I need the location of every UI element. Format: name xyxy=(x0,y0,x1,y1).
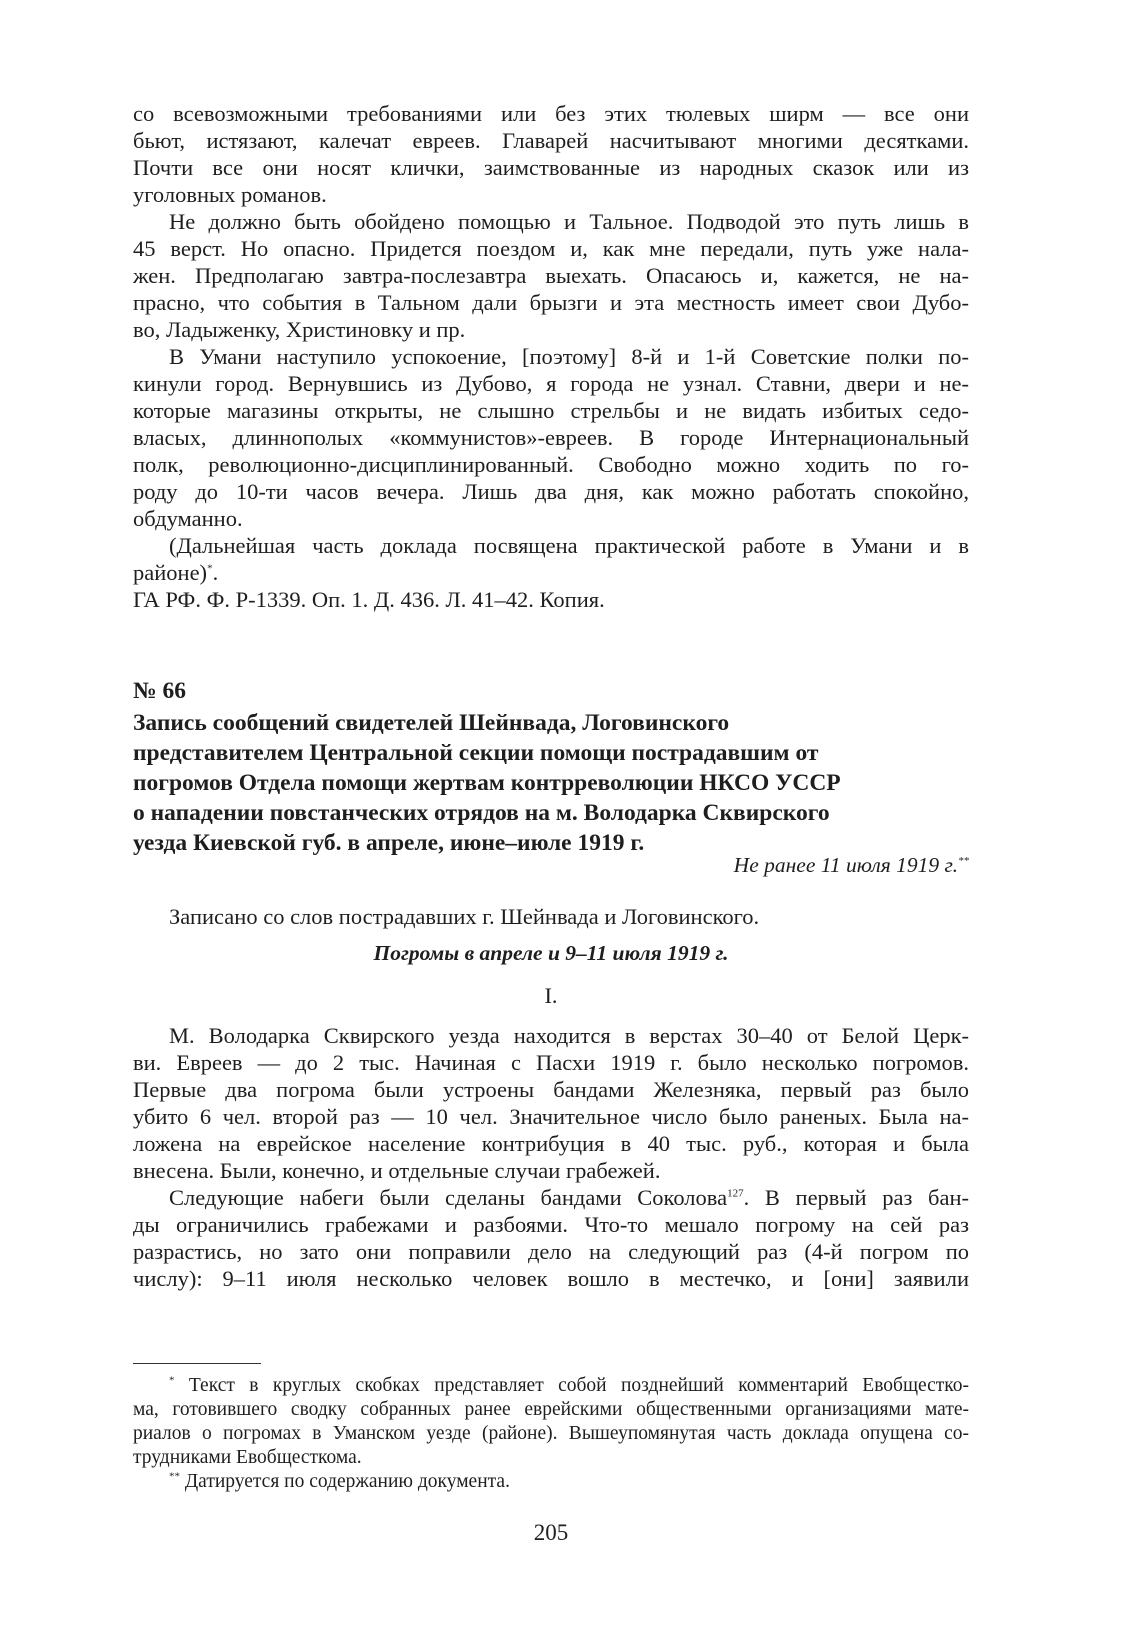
text-line: Первые два погрома были устроены бандами Железняка, первый раз было xyxy=(133,1077,969,1102)
title-line: представителем Центральной секции помощи пострадавшим от xyxy=(133,740,819,766)
text-line: обдуманно. xyxy=(133,506,243,531)
title-line: о нападении повстанческих отрядов на м. Володарка Сквирского xyxy=(133,800,830,826)
paragraph xyxy=(133,100,969,208)
text-line: Не должно быть обойдено помощью и Тальное. Подводой это путь лишь в xyxy=(169,209,969,234)
paragraph xyxy=(133,343,969,532)
text-line: (Дальнейшая часть доклада посвящена практической работе в Умани и в xyxy=(169,533,969,558)
footnote xyxy=(133,1470,969,1494)
text-line: числу): 9–11 июля несколько человек вошло в местечко, и [они] заявили xyxy=(133,1266,969,1291)
text-line: ви. Евреев — до 2 тыс. Начиная с Пасхи 1919 г. было несколько погромов. xyxy=(133,1050,969,1075)
text-line: Почти все они носят клички, заимствованные из народных сказок или из xyxy=(133,155,969,180)
dateline-text: Не ранее 11 июля 1919 г. xyxy=(733,853,958,877)
text-line: полк, революционно-дисциплинированный. Свободно можно ходить по го- xyxy=(133,452,969,477)
paragraph xyxy=(133,208,969,343)
text-line: прасно, что события в Тальном дали брызги и эта местность имеет свои Дубо- xyxy=(133,290,969,315)
text-fragment: Следующие набеги были сделаны бандами Соколова xyxy=(169,1185,728,1210)
text-line: трудниками Евобщесткома. xyxy=(133,1447,362,1468)
text-line: власых, длиннополых «коммунистов»-евреев. В городе Интернациональный xyxy=(133,425,969,450)
text-line: М. Володарка Сквирского уезда находится в верстах 30–40 от Белой Церк- xyxy=(169,1023,969,1048)
text-line: ды ограничились грабежами и разбоями. Что-то мешало погрому на сей раз xyxy=(133,1212,969,1237)
text-line: риалов о погромах в Уманском уезде (районе). Вышеупомянутая часть доклада опущена со- xyxy=(133,1423,969,1444)
footnote xyxy=(133,1374,969,1470)
text-line xyxy=(133,1470,969,1494)
text-line: ма, готовившего сводку собранных ранее еврейскими общественными организациями мате- xyxy=(133,1399,969,1420)
text-line xyxy=(133,559,969,586)
document-body xyxy=(133,1022,969,1292)
text-line: разрастись, но зато они поправили дело на следующий раз (4-й погром по xyxy=(133,1239,969,1264)
text-line: ложена на еврейское население контрибуция в 40 тыс. руб., которая и была xyxy=(133,1131,969,1156)
title-line: уезда Киевской губ. в апреле, июне–июле 1919 г. xyxy=(133,830,645,856)
text-line: во, Ладыженку, Христиновку и пр. xyxy=(133,317,466,342)
text-fragment: районе) xyxy=(133,560,208,585)
document-number: № 66 xyxy=(133,678,186,704)
text-line: которые магазины открыты, не слышно стрельбы и не видать избитых седо- xyxy=(133,398,969,423)
text-line: кинули город. Вернувшись из Дубово, я города не узнал. Ставни, двери и не- xyxy=(133,371,969,396)
text-line xyxy=(133,1184,969,1211)
prev-document-text xyxy=(133,100,969,586)
section-number: I. xyxy=(544,983,558,1008)
text-fragment: Текст в круглых скобках представляет собой позднейший комментарий Евобщестко- xyxy=(188,1375,969,1396)
text-fragment: . xyxy=(212,560,219,585)
title-line: погромов Отдела помощи жертвам контрреволюции НКСО УССР xyxy=(133,770,841,796)
footnote-marker: ** xyxy=(169,1470,180,1483)
text-line: со всевозможными требованиями или без этих тюлевых ширм — все они xyxy=(133,101,969,126)
text-line: убито 6 чел. второй раз — 10 чел. Значительное число было раненых. Была на- xyxy=(133,1104,969,1129)
text-line: 45 верст. Но опасно. Придется поездом и, как мне передали, путь уже нала- xyxy=(133,236,969,261)
text-line: роду до 10-ти часов вечера. Лишь два дня, как можно работать спокойно, xyxy=(133,479,969,504)
text-line: жен. Предполагаю завтра-послезавтра выехать. Опасаюсь и, кажется, не на- xyxy=(133,263,969,288)
dateline xyxy=(133,852,969,879)
page-number: 205 xyxy=(533,1520,569,1545)
footnotes xyxy=(133,1374,969,1494)
text-line: уголовных романов. xyxy=(133,182,327,207)
text-line xyxy=(133,1374,969,1398)
document-title xyxy=(133,708,969,858)
recorded-from-note: Записано со слов пострадавших г. Шейнвада и Логовинского. xyxy=(169,904,760,929)
text-fragment: . В первый раз бан- xyxy=(743,1185,969,1210)
footnote-marker[interactable]: ** xyxy=(958,854,969,867)
text-line: В Умани наступило успокоение, [поэтому] 8-й и 1-й Советские полки по- xyxy=(169,344,969,369)
endnote-marker[interactable]: 127 xyxy=(727,1187,744,1200)
text-fragment: Датируется по содержанию документа. xyxy=(184,1471,510,1492)
paragraph xyxy=(133,1022,969,1184)
footnote-separator xyxy=(133,1363,261,1364)
text-line: внесена. Были, конечно, и отдельные случаи грабежей. xyxy=(133,1158,661,1183)
title-line: Запись сообщений свидетелей Шейнвада, Логовинского xyxy=(133,710,730,736)
paragraph xyxy=(133,1184,969,1292)
archive-reference: ГА РФ. Ф. Р-1339. Оп. 1. Д. 436. Л. 41–42. Копия. xyxy=(133,587,605,612)
footnote-marker[interactable]: * xyxy=(207,562,213,575)
section-subheading: Погромы в апреле и 9–11 июля 1919 г. xyxy=(373,941,729,965)
paragraph xyxy=(133,532,969,586)
text-line: бьют, истязают, калечат евреев. Главарей насчитывают многими десятками. xyxy=(133,128,969,153)
footnote-marker: * xyxy=(169,1374,175,1387)
